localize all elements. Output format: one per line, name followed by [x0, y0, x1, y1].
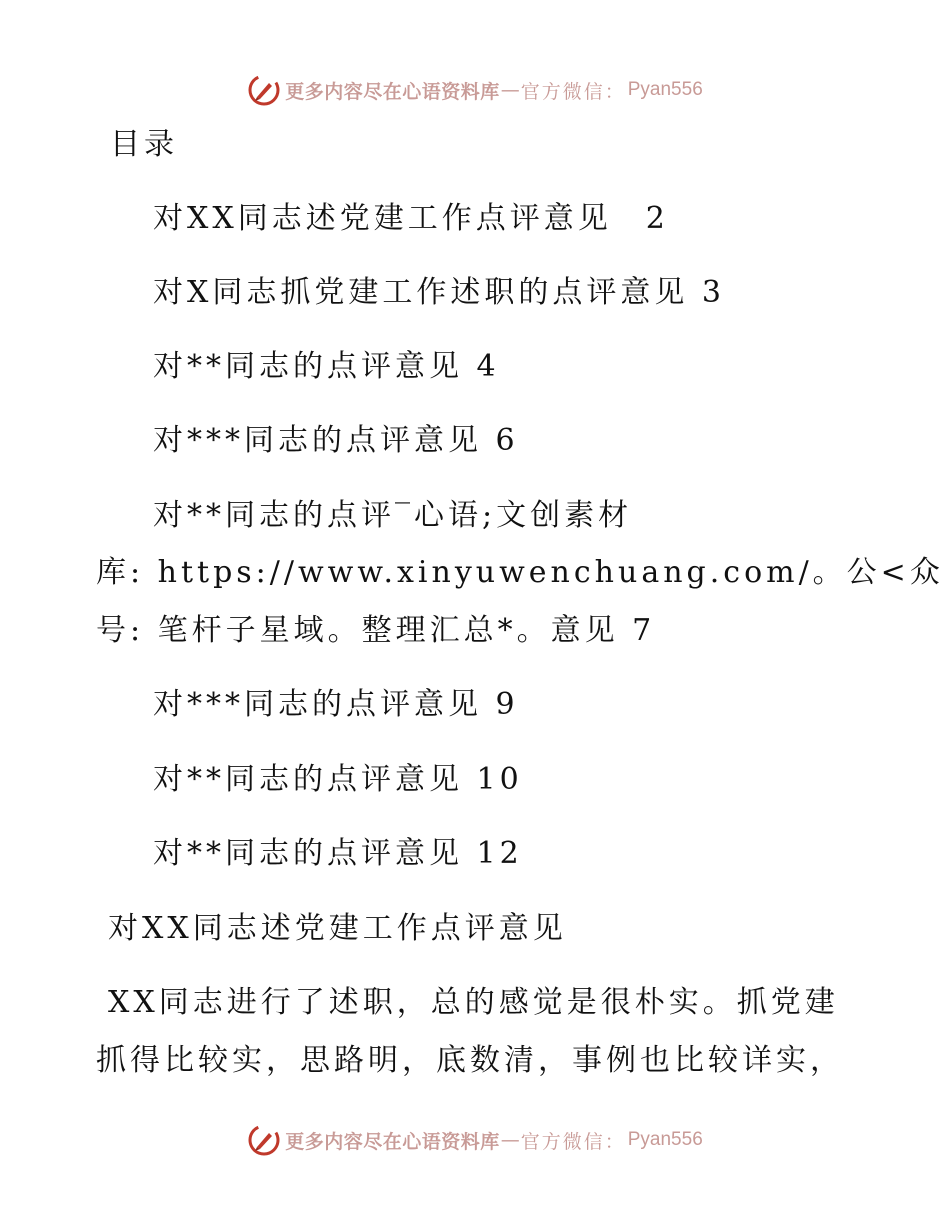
toc-item: 对**同志的点评意见 12: [153, 836, 523, 871]
watermark-banner-top: [0, 68, 950, 112]
toc-item: 对XX同志述党建工作点评意见 2: [153, 201, 669, 236]
toc-item: 对**同志的点评意见 10: [153, 762, 523, 797]
watermark-wechat-id: Pyan556: [627, 79, 703, 100]
toc-item: 对**同志的点评意见 4: [153, 349, 500, 384]
watermark-wechat-label: 官方微信：: [520, 80, 626, 103]
section-title: 对XX同志述党建工作点评意见: [108, 911, 567, 946]
toc-item: 对X同志抓党建工作述职的点评意见 3: [153, 275, 725, 310]
toc-item: 对***同志的点评意见 9: [153, 687, 519, 722]
watermark-text: 更多内容尽在心语资料库: [285, 80, 500, 103]
toc-item-continuation: 库: https://www.xinyuwenchuang.com/。公<众: [96, 555, 944, 590]
watermark-banner-bottom: [0, 1118, 950, 1162]
paragraph-line: 抓得比较实，思路明，底数清，事例也比较详实，: [96, 1043, 844, 1078]
toc-item: 对**同志的点评‾心语;文创素材: [153, 498, 633, 533]
watermark-wechat-id: Pyan556: [627, 1129, 703, 1150]
toc-item-continuation: 号: 笔杆子星域。整理汇总*。意见 7: [96, 613, 656, 648]
pen-swirl-logo-icon: [247, 1123, 281, 1157]
paragraph-line: XX同志进行了述职，总的感觉是很朴实。抓党建: [108, 985, 839, 1020]
toc-heading: 目录: [110, 127, 178, 162]
watermark-text: 更多内容尽在心语资料库: [285, 1130, 500, 1153]
toc-item: 对***同志的点评意见 6: [153, 423, 519, 458]
watermark-separator: —: [500, 1129, 520, 1151]
watermark-separator: —: [500, 79, 520, 101]
watermark-wechat-label: 官方微信：: [520, 1130, 626, 1153]
pen-swirl-logo-icon: [247, 73, 281, 107]
